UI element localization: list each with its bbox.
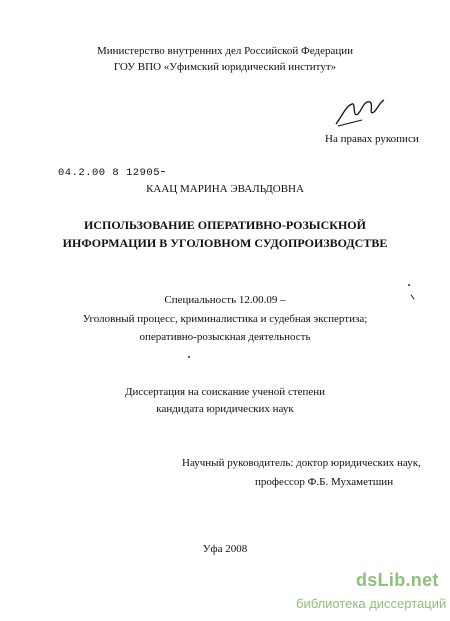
- degree-line-2: кандидата юридических наук: [156, 403, 294, 415]
- supervisor-line-2: профессор Ф.Б. Мухаметшин: [255, 476, 394, 488]
- title-line-1: ИСПОЛЬЗОВАНИЕ ОПЕРАТИВНО-РОЗЫСКНОЙ: [84, 218, 366, 232]
- specialty-line-3: оперативно-розыскная деятельность: [139, 331, 311, 343]
- specialty-line-1: Специальность 12.00.09 –: [164, 294, 286, 306]
- stamp-dash: [161, 171, 165, 172]
- title-line-2: ИНФОРМАЦИИ В УГОЛОВНОМ СУДОПРОИЗВОДСТВЕ: [62, 236, 388, 250]
- ministry-line: Министерство внутренних дел Российской Федерации: [96, 45, 353, 57]
- degree-line-1: Диссертация на соискание ученой степени: [124, 386, 326, 398]
- watermark-subtitle: библиотека диссертаций: [296, 596, 447, 611]
- author-name: КААЦ МАРИНА ЭВАЛЬДОВНА: [146, 183, 304, 195]
- stamp-code: 04.2.00 8 12905: [58, 167, 161, 179]
- specialty-line-2: Уголовный процесс, криминалистика и судебная экспертиза;: [82, 313, 368, 325]
- scan-speck: [188, 356, 190, 358]
- institute-line: ГОУ ВПО «Уфимский юридический институт»: [113, 61, 337, 73]
- place-year: Уфа 2008: [202, 543, 248, 555]
- signature: [332, 96, 388, 130]
- scan-speck: [408, 284, 410, 286]
- supervisor-line-1: Научный руководитель: доктор юридических наук,: [182, 457, 421, 469]
- watermark-site: dsLib.net: [356, 570, 439, 590]
- manuscript-note: На правах рукописи: [325, 133, 419, 145]
